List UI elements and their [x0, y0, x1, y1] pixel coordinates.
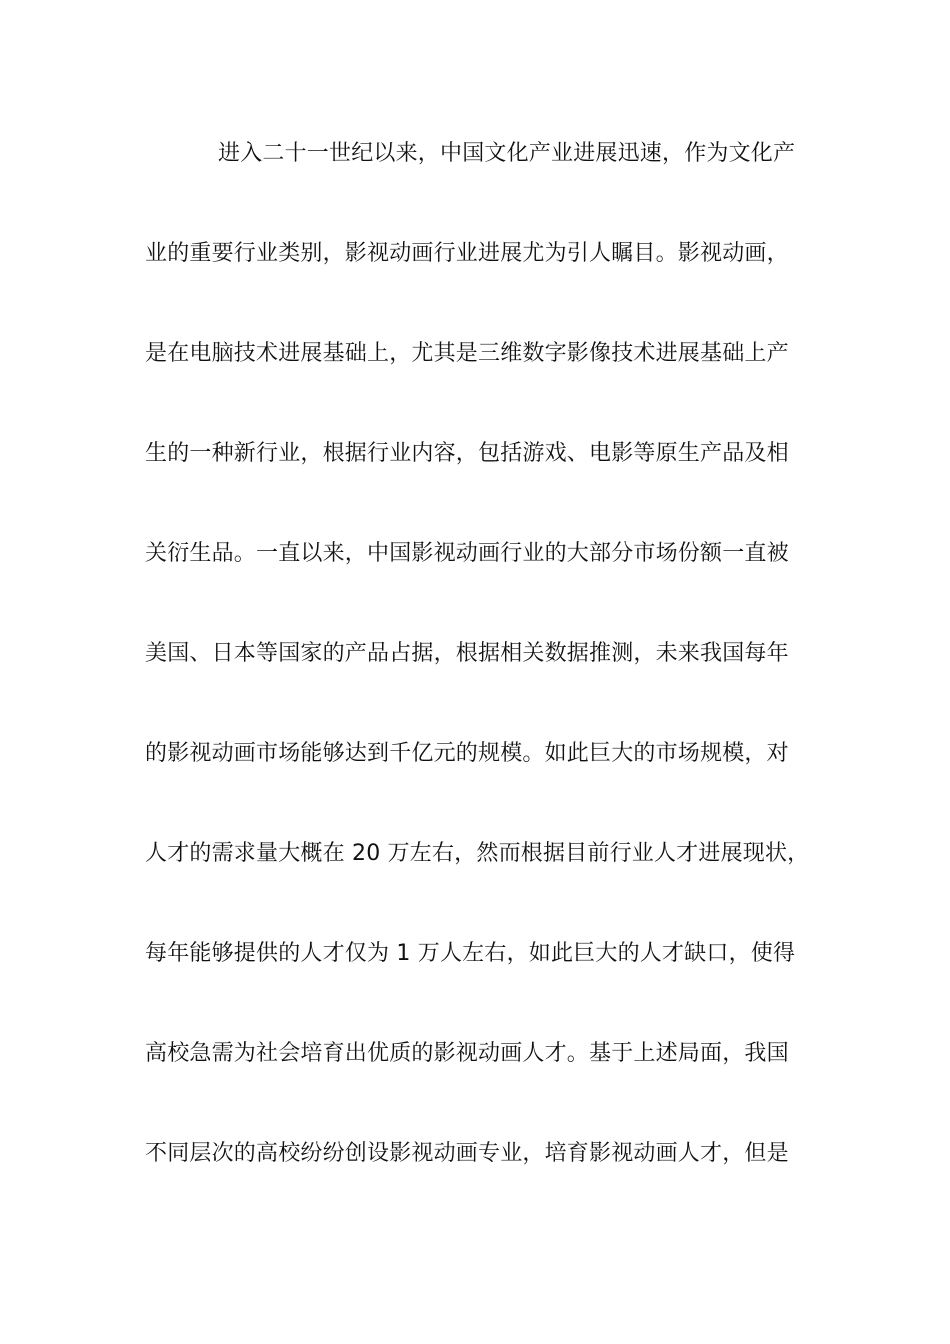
- paragraph-line: 生的一种新行业，根据行业内容，包括游戏、电影等原生产品及相: [145, 441, 789, 466]
- paragraph-line: 每年能够提供的人才仅为 1 万人左右，如此巨大的人才缺口，使得: [145, 941, 796, 966]
- paragraph-line: 不同层次的高校纷纷创设影视动画专业，培育影视动画人才，但是: [145, 1141, 789, 1166]
- paragraph-line: 进入二十一世纪以来，中国文化产业进展迅速，作为文化产: [218, 141, 796, 166]
- paragraph-line: 高校急需为社会培育出优质的影视动画人才。基于上述局面，我国: [145, 1041, 789, 1066]
- paragraph-line: 美国、日本等国家的产品占据，根据相关数据推测，未来我国每年: [145, 641, 789, 666]
- paragraph-line: 业的重要行业类别，影视动画行业进展尤为引人瞩目。影视动画，: [145, 241, 789, 266]
- paragraph-line: 关衍生品。一直以来，中国影视动画行业的大部分市场份额一直被: [145, 541, 789, 566]
- paragraph-line: 是在电脑技术进展基础上，尤其是三维数字影像技术进展基础上产: [145, 341, 789, 366]
- body-paragraph: [145, 128, 810, 1228]
- paragraph-line: 人才的需求量大概在 20 万左右，然而根据目前行业人才进展现状，: [145, 841, 810, 866]
- paragraph-line: 的影视动画市场能够达到千亿元的规模。如此巨大的市场规模，对: [145, 741, 789, 766]
